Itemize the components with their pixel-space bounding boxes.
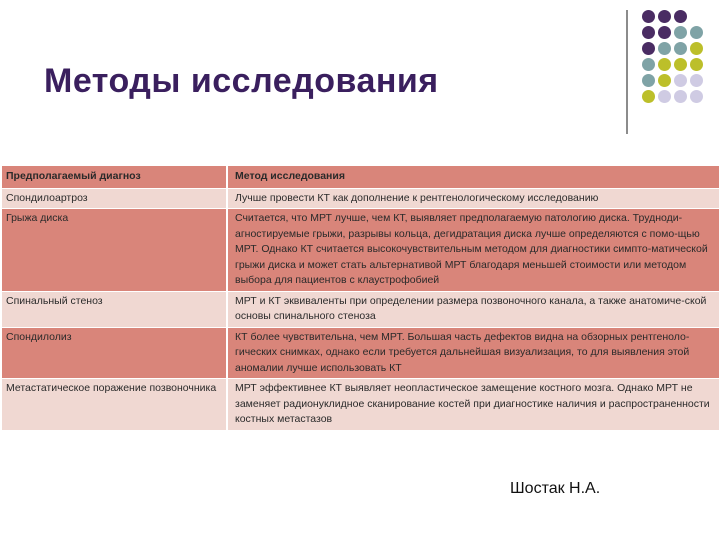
- dot: [658, 58, 671, 71]
- table-row: [2, 188, 719, 209]
- dot: [642, 74, 655, 87]
- dot: [690, 90, 703, 103]
- diagnosis-cell: Грыжа диска: [6, 212, 69, 224]
- decorative-dot-grid: [636, 8, 720, 108]
- dot: [690, 58, 703, 71]
- dot: [690, 74, 703, 87]
- table-row: [2, 208, 719, 291]
- diagnosis-methods-table: [2, 166, 719, 430]
- diagnosis-cell: Метастатическое поражение позвоночника: [6, 382, 217, 394]
- dot: [674, 10, 687, 23]
- dot: [658, 42, 671, 55]
- diagnosis-cell: Спондилолиз: [6, 330, 72, 343]
- method-cell: МРТ и КТ эквиваленты при определении размера позвоночного канала, а также анатомиче-ской основы спинального стеноза: [226, 292, 719, 327]
- dot: [674, 74, 687, 87]
- dot: [674, 26, 687, 39]
- header-diagnosis: Предполагаемый диагноз: [6, 170, 141, 182]
- dot: [642, 42, 655, 55]
- dot: [642, 10, 655, 23]
- dot: [674, 58, 687, 71]
- dot: [658, 26, 671, 39]
- method-cell: Лучше провести КТ как дополнение к рентгенологическому исследованию: [226, 189, 719, 209]
- table-row: [2, 327, 719, 379]
- table-header-row: [2, 166, 719, 188]
- method-cell: МРТ эффективнее КТ выявляет неопластическое замещение костного мозга. Однако МРТ не заменяет радионуклидное сканирование костей при диагностике наличия и распространенности костных метастазов: [226, 379, 719, 430]
- diagnosis-cell: Спондилоартроз: [6, 191, 88, 204]
- dot: [642, 58, 655, 71]
- method-cell: КТ более чувствительна, чем МРТ. Большая часть дефектов видна на обзорных рентгеноло-гических снимках, однако если требуется дальнейшая визуализация, то для выявления этой аномалии лучше использовать КТ: [226, 328, 719, 379]
- dot: [642, 90, 655, 103]
- dot: [674, 90, 687, 103]
- dot: [658, 74, 671, 87]
- diagnosis-cell: Спинальный стеноз: [6, 294, 103, 307]
- dot: [674, 42, 687, 55]
- table-row: [2, 378, 719, 430]
- slide-title: Методы исследования: [44, 62, 439, 100]
- dot: [690, 26, 703, 39]
- header-method: Метод исследования: [226, 166, 719, 188]
- method-cell: Считается, что МРТ лучше, чем КТ, выявляет предполагаемую патологию диска. Трудноди-агностируемые грыжи, разрывы кольца, дегидратация диска лучше определяются с помо-щью МРТ. Однако КТ считается высокочувствительным методом для диагностики симпто-матической грыжи диска и может стать альтернативой МРТ благодаря меньшей стоимости или методом выбора для пациентов с клаустрофобией: [226, 209, 719, 291]
- table-row: [2, 291, 719, 327]
- dot: [658, 10, 671, 23]
- dot: [642, 26, 655, 39]
- dot: [658, 90, 671, 103]
- author-name: Шостак Н.А.: [510, 480, 601, 497]
- divider-line: [626, 10, 628, 134]
- dot: [690, 42, 703, 55]
